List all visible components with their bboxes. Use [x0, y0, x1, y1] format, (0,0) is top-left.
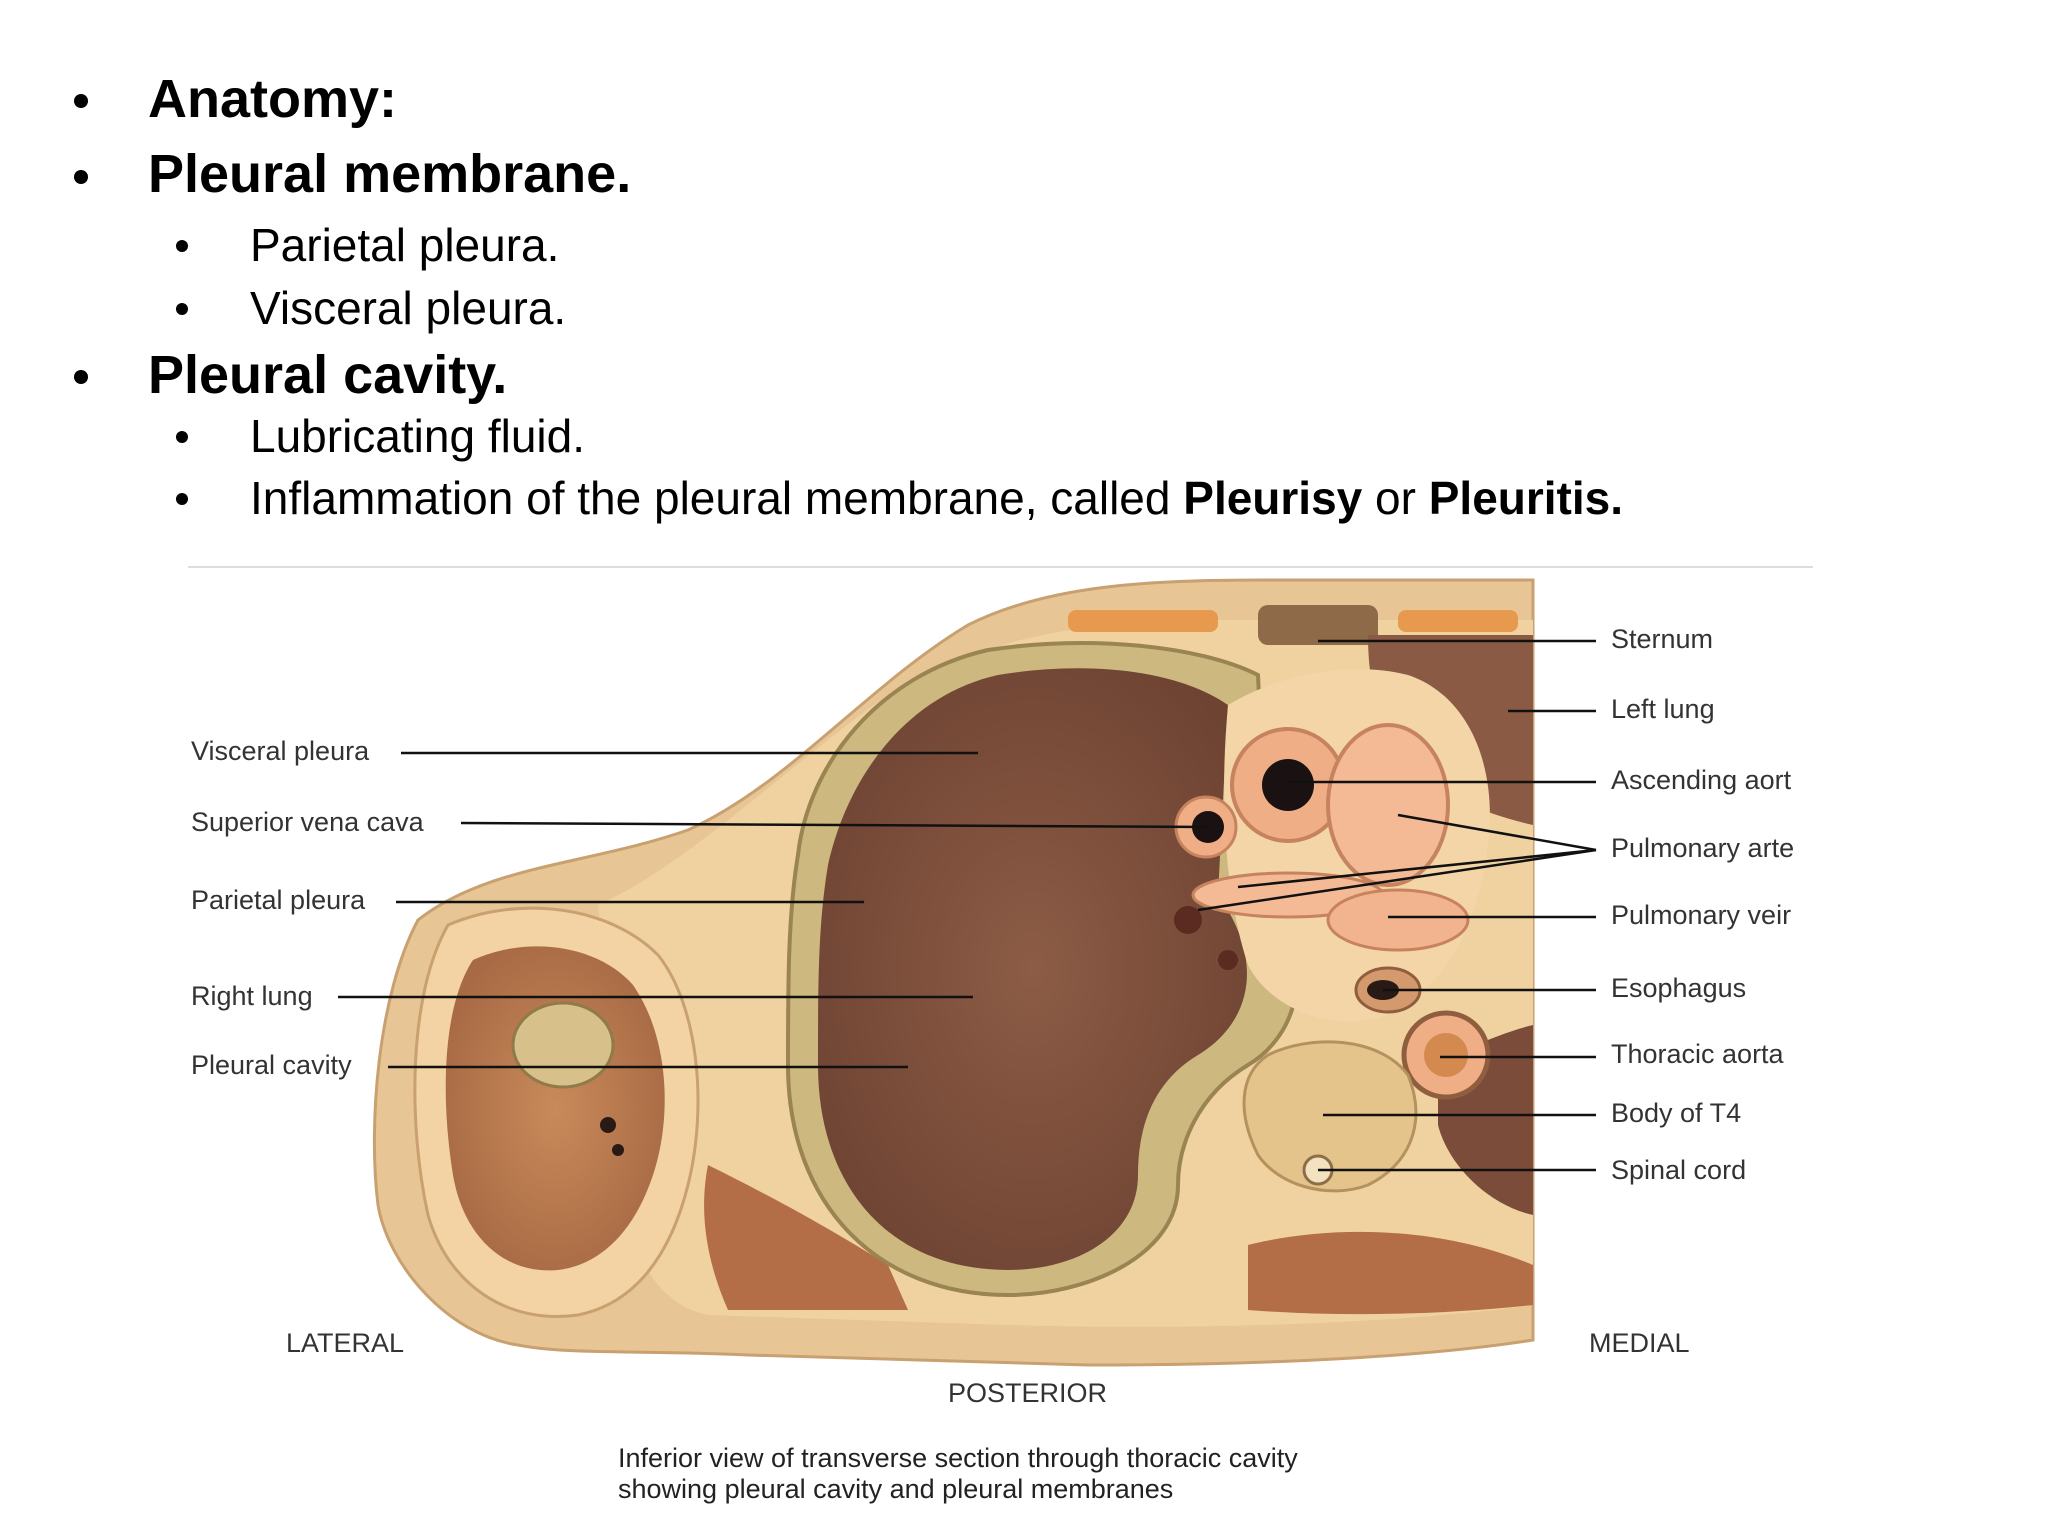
ascending-aorta-lumen — [1262, 759, 1314, 811]
caption-line-2: showing pleural cavity and pleural membranes — [618, 1474, 1174, 1504]
item-lubricating-fluid: Lubricating fluid. — [250, 410, 585, 462]
hilum-spot — [1174, 906, 1202, 934]
label-visceral-pleura: Visceral pleura — [191, 736, 370, 766]
bullet-dot — [74, 370, 88, 384]
label-parietal-pleura: Parietal pleura — [191, 885, 366, 915]
pulmonary-vein-shape — [1328, 890, 1468, 950]
heading-pleural-membrane: Pleural membrane. — [148, 144, 632, 204]
rib-cartilage — [1398, 610, 1518, 632]
item-inflammation — [250, 471, 1623, 525]
heading-anatomy: Anatomy: — [148, 69, 398, 129]
humerus-shape — [513, 1003, 613, 1087]
bullet-dot — [74, 170, 88, 184]
label-spinal-cord: Spinal cord — [1611, 1155, 1747, 1185]
caption-line-1: Inferior view of transverse section through thoracic cavity — [618, 1443, 1298, 1473]
arm-vessel — [612, 1144, 624, 1156]
pulmonary-artery-shape — [1328, 725, 1448, 885]
bullet-dot — [176, 493, 188, 505]
anatomy-figure — [188, 565, 1813, 1536]
item-parietal-pleura: Parietal pleura. — [250, 219, 560, 271]
label-right-lung: Right lung — [191, 981, 313, 1011]
orientation-lateral: LATERAL — [286, 1328, 405, 1358]
sternum-shape — [1258, 605, 1378, 645]
label-thoracic-aorta: Thoracic aorta — [1611, 1039, 1784, 1069]
bullet-dot — [176, 303, 188, 315]
label-body-of-t4: Body of T4 — [1611, 1098, 1742, 1128]
term-pleuritis: Pleuritis. — [1428, 472, 1624, 524]
bullet-dot — [176, 240, 188, 252]
label-ascending-aorta: Ascending aort — [1611, 765, 1792, 795]
label-left-lung: Left lung — [1611, 694, 1715, 724]
figure-caption — [618, 1443, 1298, 1505]
hilum-spot — [1218, 950, 1238, 970]
arm-vessel — [600, 1117, 616, 1133]
conjunction-or: or — [1362, 472, 1429, 524]
orientation-medial: MEDIAL — [1589, 1328, 1690, 1358]
item-visceral-pleura: Visceral pleura. — [250, 282, 567, 334]
bullet-dot — [176, 431, 188, 443]
label-sternum: Sternum — [1611, 624, 1714, 654]
label-superior-vena-cava: Superior vena cava — [191, 807, 424, 837]
bullet-dot — [74, 94, 88, 108]
term-pleurisy: Pleurisy — [1183, 472, 1363, 524]
heading-pleural-cavity: Pleural cavity. — [148, 345, 508, 405]
thoracic-aorta-lumen — [1424, 1033, 1468, 1077]
inflammation-text: Inflammation of the pleural membrane, called — [250, 472, 1184, 524]
label-pleural-cavity: Pleural cavity — [191, 1050, 352, 1080]
rib-cartilage — [1068, 610, 1218, 632]
label-esophagus: Esophagus — [1611, 973, 1747, 1003]
label-pulmonary-vein: Pulmonary veir — [1611, 900, 1792, 930]
orientation-posterior: POSTERIOR — [948, 1378, 1108, 1408]
label-pulmonary-artery: Pulmonary arte — [1611, 833, 1795, 863]
